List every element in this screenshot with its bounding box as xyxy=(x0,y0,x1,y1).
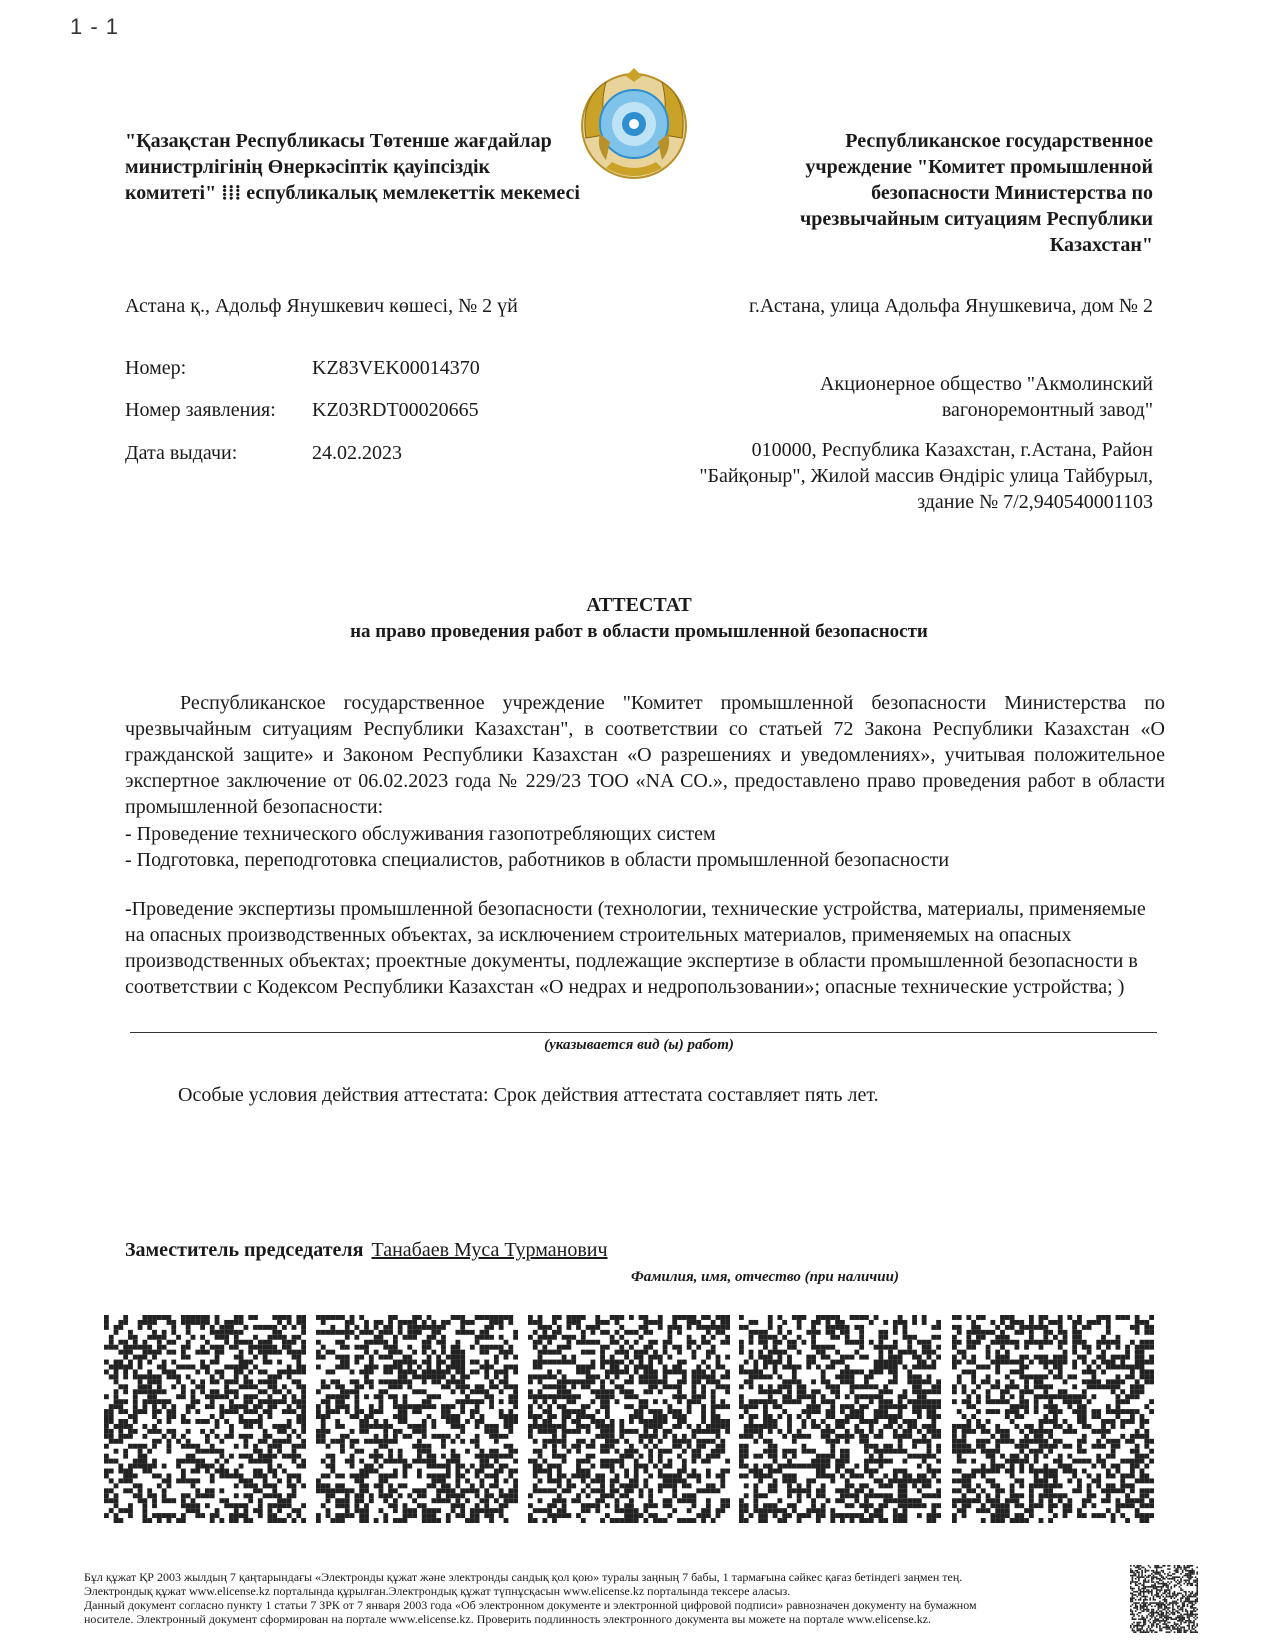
issuer-name-kz: "Қазақстан Республикасы Төтенше жағдайлар министрлігінің Өнеркәсіптік қауіпсіздік комитеті" ⁞⁞⁞ еспубликалық мемлекеттік мекемесі xyxy=(125,130,580,204)
issuer-name-ru: Республиканское государственное учреждение "Комитет промышленной безопасности Министерства по чрезвычайным ситуациям Республики Казахстан" xyxy=(800,130,1153,256)
footer-line-2: Электрондық құжат www.elicense.kz порталында құрылған.Электрондық құжат түпнұсқасын www.elicense.kz порталында тексере аласыз. xyxy=(84,1584,791,1598)
certificate-number-label: Номер: xyxy=(125,357,187,379)
work-item-1: - Проведение технического обслуживания газопотребляющих систем xyxy=(125,823,716,845)
body-paragraph: Республиканское государственное учреждение "Комитет промышленной безопасности Министерства по чрезвычайным ситуациям Республики Казахстан", в соответствии со статьей 72 Закона Республики Казахстан «О гражданской защите» и Законом Республики Казахстан «О разрешениях и уведомлениях», учитывая положительное экспертное заключение от 06.02.2023 года № 229/23 ТОО «NA CO.», предоставлено право проведения работ в области промышленной безопасности: xyxy=(125,692,1165,818)
legal-footer xyxy=(84,1570,1114,1626)
issue-date-label: Дата выдачи: xyxy=(125,442,238,464)
issue-date-row xyxy=(125,440,402,466)
qr-code-4 xyxy=(739,1315,941,1523)
fio-caption: Фамилия, имя, отчество (при наличии) xyxy=(631,1269,899,1285)
application-number-value: KZ03RDT00020665 xyxy=(312,399,479,421)
footer-line-3: Данный документ согласно пункту 1 статьи 7 ЗРК от 7 января 2003 года «Об электронном документе и электронной цифровой подписи» равнозначен документу на бумажном xyxy=(84,1598,977,1612)
qr-code-small xyxy=(1130,1565,1198,1633)
document-subtitle: на право проведения работ в области промышленной безопасности xyxy=(350,621,928,642)
document-title: АТТЕСТАТ xyxy=(586,594,692,616)
qr-code-3 xyxy=(528,1315,730,1523)
footer-line-1: Бұл құжат ҚР 2003 жылдың 7 қаңтарындағы «Электронды құжат және электронды сандық қол қою» туралы заңның 7 бабы, 1 тармағына сәйкес қағаз бетіндегі заңмен тең. xyxy=(84,1570,963,1584)
footer-line-4: носителе. Электронный документ сформирован на портале www.elicense.kz. Проверить подлинность электронного документа вы можете на портале www.elicense.kz. xyxy=(84,1612,932,1626)
kazakhstan-emblem-icon xyxy=(576,68,692,190)
qr-code-2 xyxy=(316,1315,518,1523)
recipient-address: 010000, Республика Казахстан, г.Астана, Район "Байқоныр", Жилой массив Өндіріс улица Тайбурыл, здание № 7/2,940540001103 xyxy=(699,439,1153,513)
issuer-address-ru: г.Астана, улица Адольфа Янушкевича, дом № 2 xyxy=(748,295,1153,317)
works-caption: (указывается вид (ы) работ) xyxy=(544,1037,734,1053)
certificate-number-value: KZ83VEK00014370 xyxy=(312,357,480,379)
issuer-address-kz: Астана қ., Адольф Янушкевич көшесі, № 2 үй xyxy=(125,295,518,317)
signatory-name: Танабаев Муса Турманович xyxy=(371,1239,608,1261)
page-number: 1 - 1 xyxy=(70,14,120,39)
recipient-name: Акционерное общество "Акмолинский вагоноремонтный завод" xyxy=(820,373,1153,421)
work-item-3: -Проведение экспертизы промышленной безопасности (технологии, технические устройства, материалы, применяемые на опасных производственных объектах, за исключением строительных материалов, применяемых на опасных производственных объектах; проектные документы, подлежащие экспертизе в области промышленной безопасности в соответствии с Кодексом Республики Казахстан «О недрах и недропользовании»; опасные технические устройства; ) xyxy=(125,898,1146,998)
application-number-row xyxy=(125,397,479,423)
application-number-label: Номер заявления: xyxy=(125,399,276,421)
signatory-role: Заместитель председателя xyxy=(125,1239,364,1261)
certificate-number-row xyxy=(125,355,480,381)
special-conditions: Особые условия действия аттестата: Срок действия аттестата составляет пять лет. xyxy=(178,1084,879,1106)
work-item-2: - Подготовка, переподготовка специалистов, работников в области промышленной безопасности xyxy=(125,849,950,871)
qr-code-1 xyxy=(104,1315,306,1523)
qr-code-5 xyxy=(952,1315,1154,1523)
works-underline xyxy=(130,1032,1157,1033)
signature-line xyxy=(125,1237,608,1263)
issue-date-value: 24.02.2023 xyxy=(312,442,402,464)
